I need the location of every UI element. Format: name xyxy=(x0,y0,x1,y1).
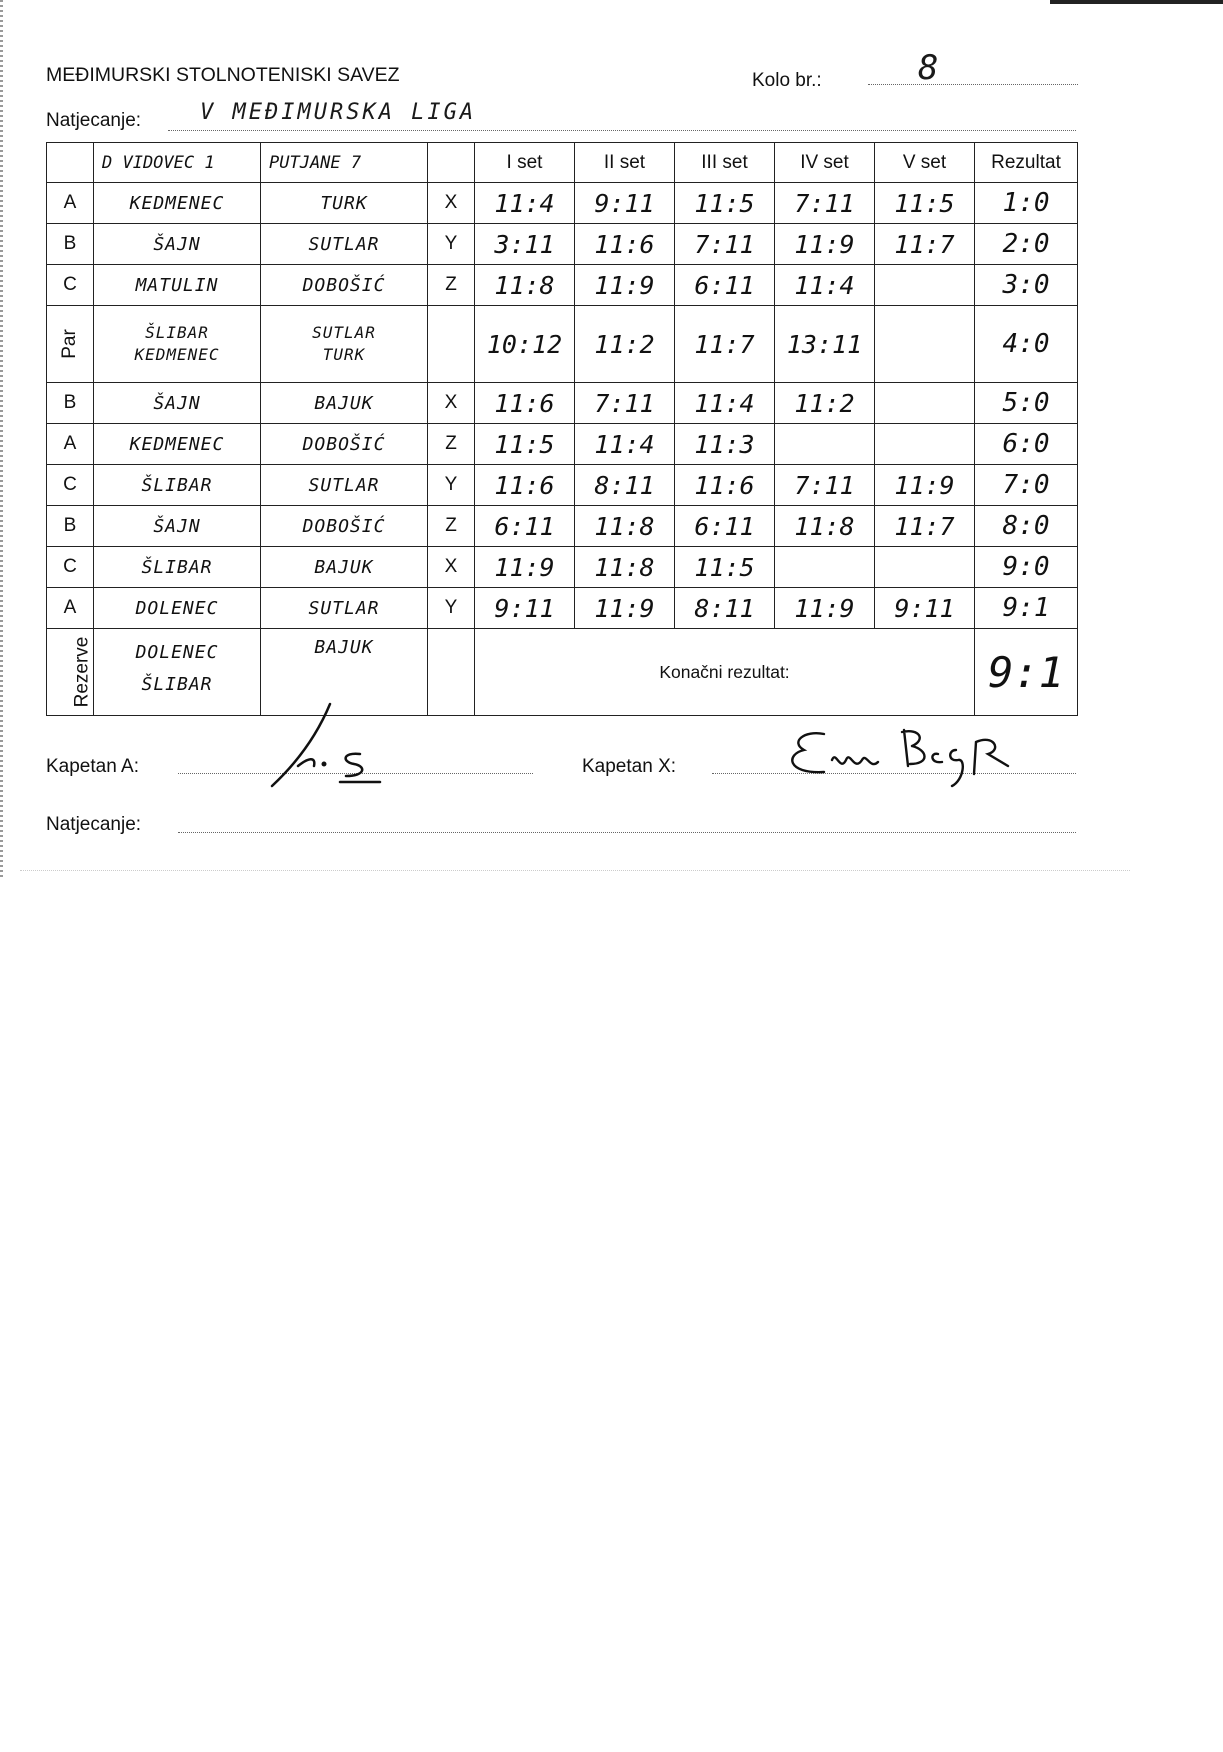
score-sheet-table xyxy=(46,142,1078,716)
game-row xyxy=(47,383,1078,424)
set-score: 11:7 xyxy=(875,506,975,547)
pair-home-players xyxy=(94,306,261,383)
set-score: 11:5 xyxy=(675,183,775,224)
header-row xyxy=(47,143,1078,183)
team-home: D VIDOVEC 1 xyxy=(94,143,261,183)
running-result: 3:0 xyxy=(975,265,1078,306)
set-score xyxy=(875,547,975,588)
table-letter: X xyxy=(428,383,475,424)
away-player: TURK xyxy=(261,183,428,224)
running-result: 2:0 xyxy=(975,224,1078,265)
set-score: 11:6 xyxy=(675,465,775,506)
set-score xyxy=(775,547,875,588)
kolo-value: 8 xyxy=(918,48,939,88)
running-result: 5:0 xyxy=(975,383,1078,424)
set-score xyxy=(875,383,975,424)
away-player: BAJUK xyxy=(261,383,428,424)
set-score: 11:9 xyxy=(875,465,975,506)
kapetan-x-label: Kapetan X: xyxy=(582,756,677,777)
set-score: 9:11 xyxy=(575,183,675,224)
reserve-home-2: ŠLIBAR xyxy=(141,674,213,695)
table-letter: Z xyxy=(428,424,475,465)
set-score: 8:11 xyxy=(575,465,675,506)
header-blank-table xyxy=(428,143,475,183)
table-letter: Y xyxy=(428,465,475,506)
kapetan-a-signature-icon xyxy=(262,700,392,792)
home-player: ŠLIBAR xyxy=(94,547,261,588)
header-blank xyxy=(47,143,94,183)
reserves-home xyxy=(94,629,261,716)
organization-title: MEĐIMURSKI STOLNOTENISKI SAVEZ xyxy=(46,64,400,86)
set-score: 8:11 xyxy=(675,588,775,629)
natjecanje-value: V MEĐIMURSKA LIGA xyxy=(200,100,477,125)
table-letter: X xyxy=(428,183,475,224)
home-player: ŠAJN xyxy=(94,506,261,547)
set-score: 6:11 xyxy=(675,265,775,306)
set-score: 6:11 xyxy=(675,506,775,547)
natjecanje-label: Natjecanje: xyxy=(46,110,142,131)
scan-edge-left xyxy=(0,0,3,880)
set-score: 7:11 xyxy=(775,183,875,224)
set-score: 3:11 xyxy=(475,224,575,265)
scan-edge-top xyxy=(1050,0,1223,4)
running-result: 7:0 xyxy=(975,465,1078,506)
set-score: 11:2 xyxy=(575,306,675,383)
set-header: V set xyxy=(875,143,975,183)
team-away: PUTJANE 7 xyxy=(261,143,428,183)
home-player: KEDMENEC xyxy=(94,424,261,465)
set-score: 11:5 xyxy=(875,183,975,224)
game-label: B xyxy=(47,383,94,424)
pair-label-text: Par xyxy=(58,329,80,359)
pair-away-player-1: SUTLAR xyxy=(312,323,376,342)
kapetan-x-signature-icon xyxy=(780,720,1050,790)
game-label: A xyxy=(47,183,94,224)
scan-artifact-line xyxy=(20,870,1130,871)
set-header: III set xyxy=(675,143,775,183)
set-score: 7:11 xyxy=(575,383,675,424)
away-player: DOBOŠIĆ xyxy=(261,265,428,306)
set-score: 7:11 xyxy=(775,465,875,506)
game-label: B xyxy=(47,506,94,547)
running-result: 9:0 xyxy=(975,547,1078,588)
set-score: 11:8 xyxy=(575,547,675,588)
pair-home-player-2: KEDMENEC xyxy=(134,345,220,364)
running-result: 4:0 xyxy=(975,306,1078,383)
set-score: 11:9 xyxy=(575,265,675,306)
running-result: 6:0 xyxy=(975,424,1078,465)
table-letter: X xyxy=(428,547,475,588)
away-player: BAJUK xyxy=(261,547,428,588)
set-header: IV set xyxy=(775,143,875,183)
set-score: 11:9 xyxy=(775,588,875,629)
set-score: 11:8 xyxy=(775,506,875,547)
set-score: 11:6 xyxy=(475,465,575,506)
set-score: 11:9 xyxy=(475,547,575,588)
game-label: C xyxy=(47,547,94,588)
game-row xyxy=(47,183,1078,224)
set-score: 10:12 xyxy=(475,306,575,383)
pair-table-blank xyxy=(428,306,475,383)
home-player: DOLENEC xyxy=(94,588,261,629)
game-label: C xyxy=(47,265,94,306)
reserves-label xyxy=(47,629,94,716)
natjecanje-line xyxy=(168,130,1076,131)
set-score: 11:6 xyxy=(575,224,675,265)
set-score: 11:4 xyxy=(775,265,875,306)
pair-row xyxy=(47,306,1078,383)
natjecanje-footer-line xyxy=(178,832,1076,833)
reserves-table-blank xyxy=(428,629,475,716)
set-score: 11:4 xyxy=(575,424,675,465)
game-label: B xyxy=(47,224,94,265)
home-player: ŠAJN xyxy=(94,383,261,424)
away-player: DOBOŠIĆ xyxy=(261,506,428,547)
set-score: 11:8 xyxy=(575,506,675,547)
running-result: 9:1 xyxy=(975,588,1078,629)
pair-home-player-1: ŠLIBAR xyxy=(145,323,209,342)
pair-away-player-2: TURK xyxy=(322,345,366,364)
game-row xyxy=(47,424,1078,465)
set-score: 11:9 xyxy=(775,224,875,265)
table-letter: Y xyxy=(428,588,475,629)
away-player: SUTLAR xyxy=(261,588,428,629)
reserves-row xyxy=(47,629,1078,716)
set-score: 6:11 xyxy=(475,506,575,547)
away-player: DOBOŠIĆ xyxy=(261,424,428,465)
away-player: SUTLAR xyxy=(261,224,428,265)
set-score: 11:6 xyxy=(475,383,575,424)
game-row xyxy=(47,588,1078,629)
set-header: I set xyxy=(475,143,575,183)
set-score xyxy=(875,306,975,383)
game-row xyxy=(47,547,1078,588)
set-score: 13:11 xyxy=(775,306,875,383)
pair-label xyxy=(47,306,94,383)
set-header: II set xyxy=(575,143,675,183)
kolo-line xyxy=(868,84,1078,85)
game-row xyxy=(47,265,1078,306)
set-score: 9:11 xyxy=(875,588,975,629)
home-player: ŠLIBAR xyxy=(94,465,261,506)
kolo-label: Kolo br.: xyxy=(752,70,822,91)
set-score: 11:4 xyxy=(475,183,575,224)
set-score xyxy=(875,265,975,306)
game-label: A xyxy=(47,588,94,629)
set-score: 11:5 xyxy=(675,547,775,588)
set-score: 11:9 xyxy=(575,588,675,629)
set-score: 11:5 xyxy=(475,424,575,465)
table-letter: Z xyxy=(428,265,475,306)
table-letter: Z xyxy=(428,506,475,547)
away-player: SUTLAR xyxy=(261,465,428,506)
home-player: MATULIN xyxy=(94,265,261,306)
result-header: Rezultat xyxy=(975,143,1078,183)
game-row xyxy=(47,465,1078,506)
reserves-label-text: Rezerve xyxy=(71,636,93,708)
game-row xyxy=(47,224,1078,265)
set-score: 11:4 xyxy=(675,383,775,424)
natjecanje-footer-label: Natjecanje: xyxy=(46,814,142,835)
home-player: KEDMENEC xyxy=(94,183,261,224)
reserve-away-1: BAJUK xyxy=(314,637,374,658)
running-result: 8:0 xyxy=(975,506,1078,547)
set-score: 11:7 xyxy=(675,306,775,383)
game-label: C xyxy=(47,465,94,506)
running-result: 1:0 xyxy=(975,183,1078,224)
set-score: 11:3 xyxy=(675,424,775,465)
final-result-label: Konačni rezultat: xyxy=(475,629,975,716)
set-score xyxy=(775,424,875,465)
set-score: 7:11 xyxy=(675,224,775,265)
set-score: 11:2 xyxy=(775,383,875,424)
kapetan-a-label: Kapetan A: xyxy=(46,756,139,777)
set-score: 9:11 xyxy=(475,588,575,629)
final-result-score: 9:1 xyxy=(975,629,1078,716)
reserve-home-1: DOLENEC xyxy=(135,642,219,663)
pair-away-players xyxy=(261,306,428,383)
game-row xyxy=(47,506,1078,547)
game-label: A xyxy=(47,424,94,465)
set-score xyxy=(875,424,975,465)
set-score: 11:8 xyxy=(475,265,575,306)
set-score: 11:7 xyxy=(875,224,975,265)
home-player: ŠAJN xyxy=(94,224,261,265)
table-letter: Y xyxy=(428,224,475,265)
